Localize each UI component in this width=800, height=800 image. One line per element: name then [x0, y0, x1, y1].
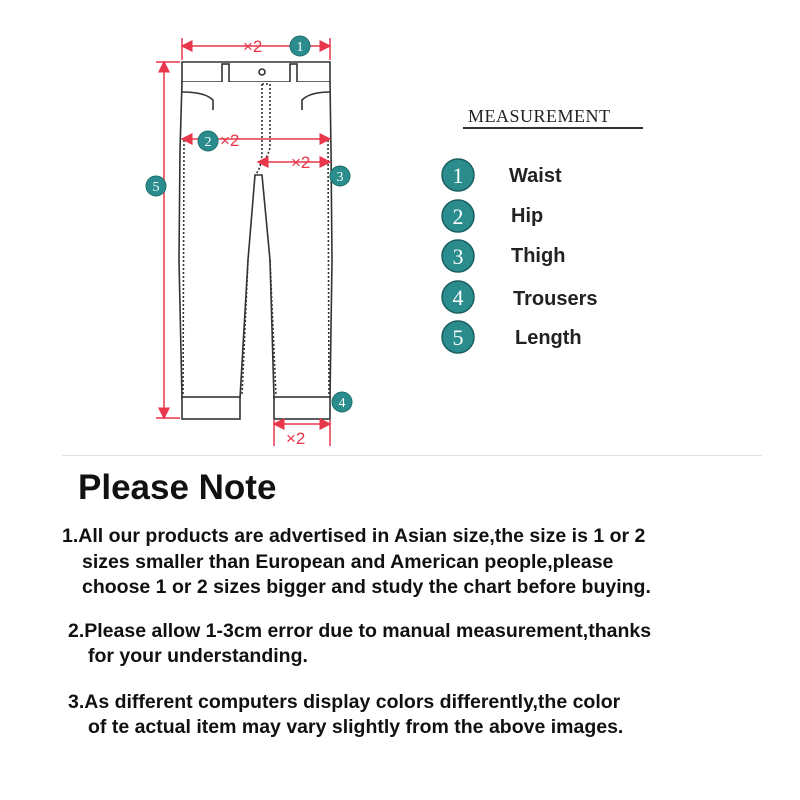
svg-text:4: 4 [452, 285, 464, 310]
note-line: 2.Please allow 1-3cm error due to manual measurement,thanks [68, 620, 652, 642]
pants-outline-icon [179, 62, 332, 419]
svg-text:3: 3 [452, 244, 464, 269]
legend-label-thigh: Thigh [511, 245, 566, 267]
note-line: sizes smaller than European and American people,please [82, 551, 614, 573]
legend-label-length: Length [515, 327, 582, 349]
svg-text:4: 4 [338, 396, 346, 411]
legend-badge-4-icon [442, 281, 474, 313]
legend-label-trousers: Trousers [513, 288, 598, 310]
marker-1-icon [290, 36, 310, 56]
legend-badge-2-icon [442, 200, 474, 232]
legend-badge-1-icon [442, 159, 474, 191]
note-line: 1.All our products are advertised in Asian size,the size is 1 or 2 [62, 525, 646, 547]
marker-5-icon [146, 176, 166, 196]
legend-label-waist: Waist [509, 165, 562, 187]
legend-label-hip: Hip [511, 205, 544, 227]
svg-text:1: 1 [452, 163, 464, 188]
note-line: for your understanding. [88, 645, 308, 667]
measurement-title-underline [463, 127, 643, 129]
svg-text:2: 2 [452, 204, 464, 229]
svg-text:3: 3 [336, 170, 344, 185]
marker-3-icon [330, 166, 350, 186]
marker-2-icon [198, 131, 218, 151]
waist-multiplier: ×2 [243, 37, 263, 56]
legend-badge-5-icon [442, 321, 474, 353]
hem-multiplier: ×2 [286, 429, 306, 448]
note-title: Please Note [78, 468, 277, 507]
marker-4-icon [332, 392, 352, 412]
svg-text:2: 2 [204, 135, 212, 150]
svg-text:1: 1 [296, 40, 304, 55]
note-line: choose 1 or 2 sizes bigger and study the chart before buying. [82, 576, 651, 598]
legend-badge-3-icon [442, 240, 474, 272]
section-divider [62, 455, 762, 456]
hip-multiplier: ×2 [220, 131, 240, 150]
svg-text:5: 5 [452, 325, 464, 350]
measurement-title: MEASUREMENT [468, 106, 611, 126]
note-line: 3.As different computers display colors differently,the color [68, 691, 621, 713]
thigh-multiplier: ×2 [291, 153, 311, 172]
note-line: of te actual item may vary slightly from the above images. [88, 716, 624, 738]
svg-text:5: 5 [152, 180, 160, 195]
